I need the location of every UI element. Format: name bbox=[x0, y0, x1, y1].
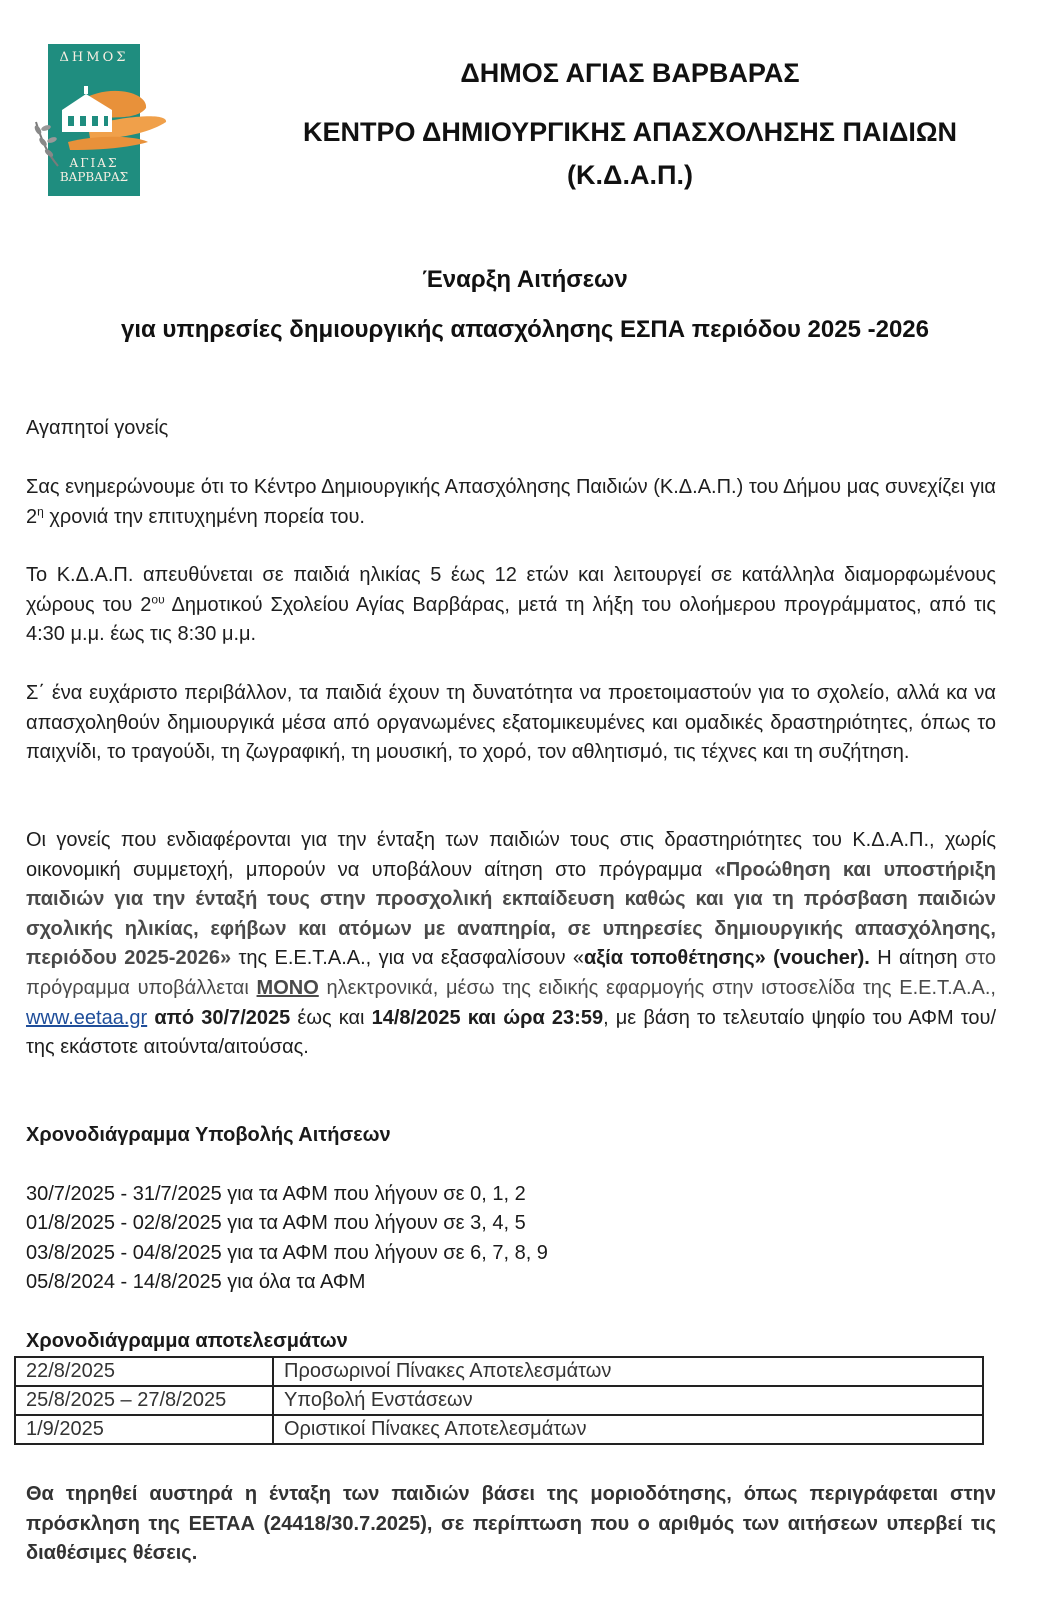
paragraph-application bbox=[26, 826, 996, 1063]
results-date: 1/9/2025 bbox=[15, 1415, 273, 1444]
schedule-row: 05/8/2024 - 14/8/2025 για όλα τα ΑΦΜ bbox=[26, 1271, 366, 1293]
paragraph-target-audience bbox=[26, 561, 996, 650]
application-text: της Ε.Ε.Τ.Α.Α., για να εξασφαλίσουν « bbox=[231, 947, 584, 970]
document-subtitle: για υπηρεσίες δημιουργικής απασχόλησης ΕΣΠΑ περιόδου 2025 -2026 bbox=[120, 316, 929, 343]
logo-top-text: ΔΗΜΟΣ bbox=[59, 50, 129, 65]
start-date: από 30/7/2025 bbox=[147, 1006, 291, 1029]
ordinal-suffix: η bbox=[37, 503, 44, 518]
application-text: έως και bbox=[290, 1006, 372, 1029]
table-row bbox=[15, 1357, 983, 1386]
header-municipality: ΔΗΜΟΣ ΑΓΙΑΣ ΒΑΡΒΑΡΑΣ bbox=[460, 58, 800, 88]
results-description: Οριστικοί Πίνακες Αποτελεσμάτων bbox=[273, 1415, 983, 1444]
end-date: 14/8/2025 και ώρα 23:59 bbox=[371, 1006, 604, 1029]
application-text: Η αίτηση bbox=[869, 947, 965, 970]
schedule-row: 30/7/2025 - 31/7/2025 για τα ΑΦΜ που λήγουν σε 0, 1, 2 bbox=[26, 1183, 526, 1205]
table-row bbox=[15, 1415, 983, 1444]
program-name: «Προώθηση και υποστήριξη παιδιών για την ένταξή τους στην προσχολική εκπαίδευση καθώς και για τη πρόσβαση παιδιών σχολικής ηλικίας, εφήβων και ατόμων με αναπηρία, σε υπηρεσίες δημιουργικής απασχόλησης, περιόδου 2025-2026» bbox=[26, 858, 996, 970]
application-text: Οι γονείς που ενδιαφέρονται για την ένταξη των παιδιών τους στις δραστηριότητες του Κ.Δ.Α.Π., χωρίς οικονομική συμμετοχή, μπορούν να υποβάλουν αίτηση στο πρόγραμμα bbox=[26, 829, 996, 881]
application-text: ηλεκτρονικά, μέσω της ειδικής εφαρμογής στην ιστοσελίδα της Ε.Ε.Τ.Α.Α., bbox=[318, 976, 996, 999]
document-title: Έναρξη Αιτήσεων bbox=[422, 266, 628, 293]
eetaa-link[interactable]: www.eetaa.gr bbox=[26, 1006, 148, 1029]
table-row bbox=[15, 1386, 983, 1415]
results-description: Προσωρινοί Πίνακες Αποτελεσμάτων bbox=[273, 1357, 983, 1386]
results-table bbox=[14, 1356, 984, 1445]
paragraph-target-text-1: Το Κ.Δ.Α.Π. απευθύνεται σε παιδιά ηλικίας 5 έως 12 ετών και λειτουργεί σε κατάλληλα διαμορφωμένους χώρους του 2 bbox=[26, 564, 996, 616]
application-text: στο πρόγραμμα υποβάλλεται bbox=[26, 947, 996, 999]
schedule-row: 03/8/2025 - 04/8/2025 για τα ΑΦΜ που λήγουν σε 6, 7, 8, 9 bbox=[26, 1242, 548, 1264]
logo-bottom-text-1: ΑΓΙΑΣ bbox=[69, 156, 119, 170]
paragraph-activities: Σ΄ ένα ευχάριστο περιβάλλον, τα παιδιά έχουν τη δυνατότητα να προετοιμαστούν για το σχολείο, αλλά κα να απασχοληθούν δημιουργικά μέσα από οργανωμένες εξατομικευμένες και ομαδικές δραστηριότητες, όπως το παιχνίδι, το τραγούδι, τη ζωγραφική, τη μουσική, το χορό, τον αθλητισμό, τις τέχνες και τη συζήτηση. bbox=[26, 682, 996, 764]
results-heading: Χρονοδιάγραμμα αποτελεσμάτων bbox=[26, 1330, 348, 1352]
municipality-logo bbox=[28, 42, 178, 198]
greeting: Αγαπητοί γονείς bbox=[26, 417, 169, 439]
schedule-row: 01/8/2025 - 02/8/2025 για τα ΑΦΜ που λήγουν σε 3, 4, 5 bbox=[26, 1212, 526, 1234]
paragraph-intro-text-1: Σας ενημερώνουμε ότι το Κέντρο Δημιουργικής Απασχόλησης Παιδιών (Κ.Δ.Α.Π.) του Δήμου μας συνεχίζει για 2 bbox=[26, 476, 996, 528]
ordinal-suffix: ου bbox=[151, 591, 165, 606]
footer-note: Θα τηρηθεί αυστηρά η ένταξη των παιδιών βάσει της μοριοδότησης, όπως περιγράφεται στην πρόσκληση της ΕΕΤΑΑ (24418/30.7.2025), σε περίπτωση που ο αριθμός των αιτήσεων υπερβεί τις διαθέσιμες θέσεις. bbox=[26, 1483, 996, 1565]
results-date: 25/8/2025 – 27/8/2025 bbox=[15, 1386, 273, 1415]
results-date: 22/8/2025 bbox=[15, 1357, 273, 1386]
results-description: Υποβολή Ενστάσεων bbox=[273, 1386, 983, 1415]
application-text: , με βάση το τελευταίο ψηφίο του ΑΦΜ του/της εκάστοτε αιτούντα/αιτούσας. bbox=[26, 1006, 996, 1059]
header-acronym: (Κ.Δ.Α.Π.) bbox=[567, 160, 693, 190]
only-emphasis: ΜΟΝΟ bbox=[256, 976, 319, 999]
paragraph-intro-text-2: χρονιά την επιτυχημένη πορεία του. bbox=[43, 505, 365, 528]
header-center-name: ΚΕΝΤΡΟ ΔΗΜΙΟΥΡΓΙΚΗΣ ΑΠΑΣΧΟΛΗΣΗΣ ΠΑΙΔΙΩΝ bbox=[302, 117, 958, 147]
logo-bottom-text-2: ΒΑΡΒΑΡΑΣ bbox=[59, 170, 129, 184]
paragraph-intro bbox=[26, 473, 996, 532]
voucher-text: αξία τοποθέτησης» (voucher). bbox=[583, 947, 870, 970]
schedule-heading: Χρονοδιάγραμμα Υποβολής Αιτήσεων bbox=[26, 1124, 391, 1146]
paragraph-target-text-2: Δημοτικού Σχολείου Αγίας Βαρβάρας, μετά τη λήξη του ολοήμερου προγράμματος, από τις 4:30 μ.μ. έως τις 8:30 μ.μ. bbox=[26, 593, 996, 646]
